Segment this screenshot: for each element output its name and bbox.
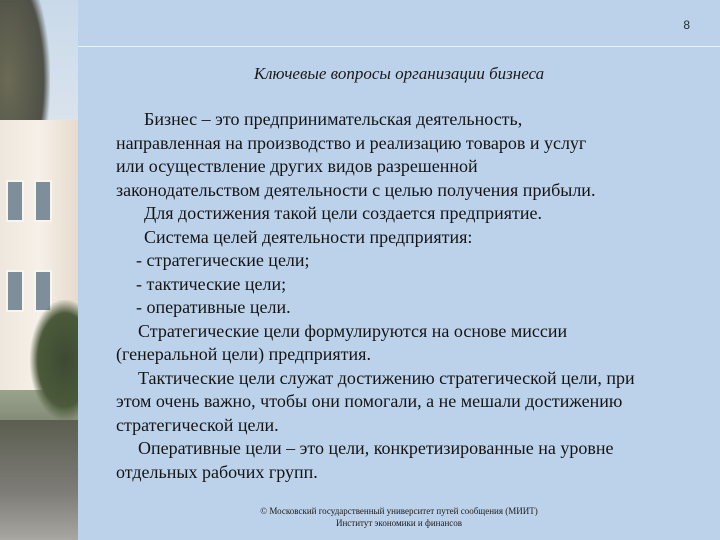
text-line: направленная на производство и реализацию товаров и услуг (116, 132, 587, 153)
text-line: отдельных рабочих групп. (116, 461, 318, 482)
footer-copyright: © Московский государственный университет путей сообщения (МИИТ) (260, 506, 538, 516)
slide-number: 8 (683, 18, 690, 32)
text-line: этом очень важно, чтобы они помогали, а не мешали достижению (116, 391, 623, 411)
text-line: Оперативные цели – это цели, конкретизированные на уровне (138, 438, 614, 458)
slide-body (116, 108, 686, 484)
footer-institute: Институт экономики и финансов (335, 518, 463, 528)
text-line: (генеральной цели) предприятия. (116, 344, 371, 364)
slide-footer (78, 505, 720, 529)
text-line: стратегической цели. (116, 414, 279, 435)
header-divider (78, 46, 720, 47)
text-line: или осуществление других видов разрешенной (116, 156, 478, 176)
text-line: Стратегические цели формулируются на основе миссии (138, 320, 568, 341)
text-line: Тактические цели служат достижению стратегической цели, при (138, 367, 635, 388)
text-line: Для достижения такой цели создается предприятие. (144, 203, 542, 223)
list-item: - оперативные цели. (136, 297, 291, 317)
list-item: - стратегические цели; (136, 250, 310, 270)
building-photo (0, 0, 78, 540)
text-line: законодательством деятельности с целью получения прибыли. (116, 179, 596, 200)
list-item: - тактические цели; (136, 273, 287, 294)
text-line: Бизнес – это предпринимательская деятельность, (144, 109, 523, 129)
slide-title: Ключевые вопросы организации бизнеса (253, 64, 545, 83)
text-line: Система целей деятельности предприятия: (144, 226, 473, 247)
